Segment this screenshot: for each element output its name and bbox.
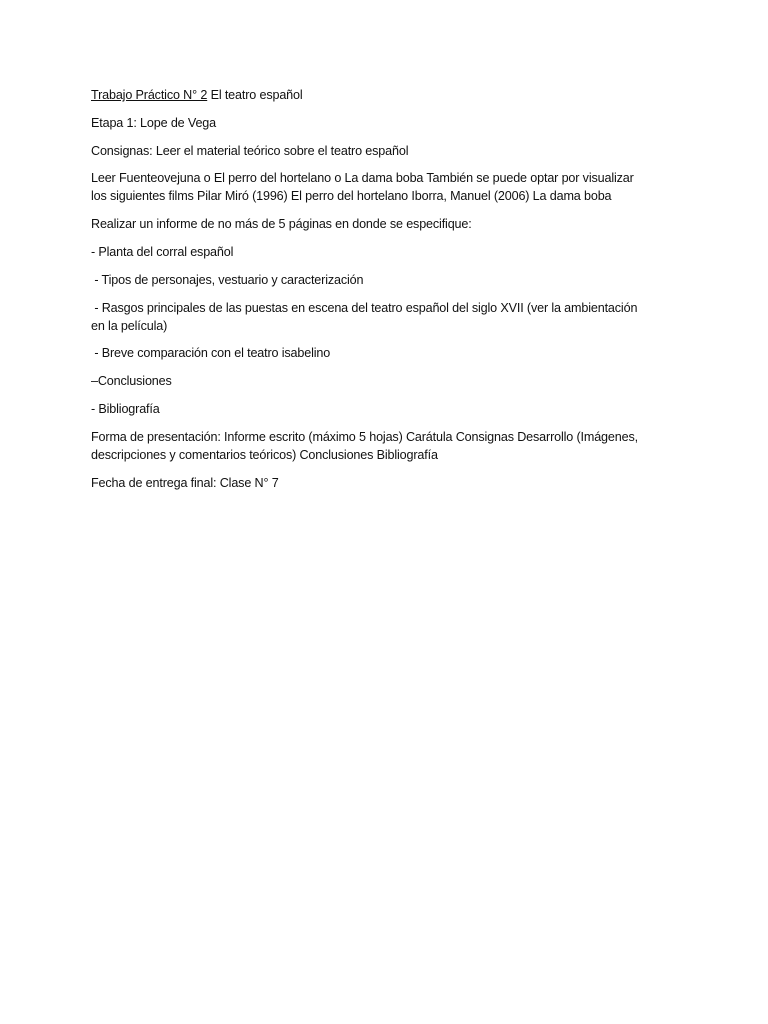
title-rest: El teatro español xyxy=(207,88,303,102)
list-item-comparacion: - Breve comparación con el teatro isabelino xyxy=(91,346,331,361)
list-item-rasgos-line-2: en la película) xyxy=(91,318,168,333)
presentation-line-2: descripciones y comentarios teóricos) Conclusiones Bibliografía xyxy=(91,447,438,462)
list-item-rasgos xyxy=(91,299,681,335)
document-title xyxy=(91,86,681,104)
document-body xyxy=(91,86,681,501)
presentation-line-1: Forma de presentación: Informe escrito (máximo 5 hojas) Carátula Consignas Desarrollo (Imágenes, xyxy=(91,429,638,444)
reading-line-2: los siguientes films Pilar Miró (1996) El perro del hortelano Iborra, Manuel (2006) La dama boba xyxy=(91,189,612,204)
list-item-personajes: - Tipos de personajes, vestuario y caracterización xyxy=(91,272,364,287)
list-item-bibliografia: - Bibliografía xyxy=(91,401,160,416)
presentation-paragraph xyxy=(91,428,681,464)
instructions-line: Consignas: Leer el material teórico sobre el teatro español xyxy=(91,143,409,158)
stage-line: Etapa 1: Lope de Vega xyxy=(91,115,217,130)
reading-line-1: Leer Fuenteovejuna o El perro del hortelano o La dama boba También se puede optar por visualizar xyxy=(91,171,634,186)
list-item-conclusiones: –Conclusiones xyxy=(91,374,172,389)
reading-paragraph xyxy=(91,169,681,205)
title-underlined: Trabajo Práctico N° 2 xyxy=(91,88,208,102)
due-date-line: Fecha de entrega final: Clase N° 7 xyxy=(91,475,279,490)
report-intro: Realizar un informe de no más de 5 páginas en donde se especifique: xyxy=(91,217,472,232)
list-item-corral: - Planta del corral español xyxy=(91,244,234,259)
list-item-rasgos-line-1: - Rasgos principales de las puestas en escena del teatro español del siglo XVII (ver la ambientación xyxy=(91,300,638,315)
